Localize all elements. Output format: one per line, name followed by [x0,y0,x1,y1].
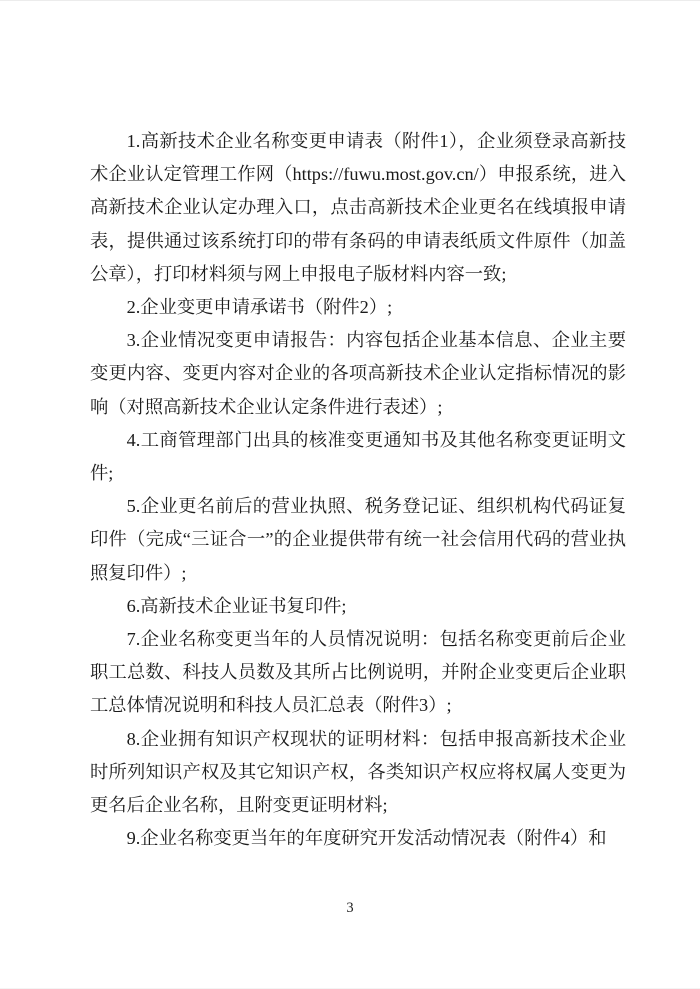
paragraph-2-commitment-letter: 2.企业变更申请承诺书（附件2）; [126,297,393,318]
paragraph-6-certificate-copy: 6.高新技术企业证书复印件; [126,595,347,616]
paragraph-8-ip-proof: 8.企业拥有知识产权现状的证明材料：包括申报高新技术企业时所列知识产权及其它知识产权，各类知识产权应将权属人变更为更名后企业名称，且附变更证明材料; [90,728,626,816]
paragraph-7-personnel-statement: 7.企业名称变更当年的人员情况说明：包括名称变更前后企业职工总数、科技人员数及其所占比例说明，并附企业变更后企业职工总体情况说明和科技人员汇总表（附件3）; [90,629,626,716]
paragraph-9-rd-activity-table: 9.企业名称变更当年的年度研究开发活动情况表（附件4）和 [126,828,607,849]
paragraph-3-change-report: 3.企业情况变更申请报告：内容包括企业基本信息、企业主要变更内容、变更内容对企业的各项高新技术企业认定指标情况的影响（对照高新技术企业认定条件进行表述）; [90,330,626,417]
page-footer [0,900,700,917]
paragraph-1-application-form: 1.高新技术企业名称变更申请表（附件1），企业须登录高新技术企业认定管理工作网（https://fuwu.most.gov.cn/）申报系统，进入高新技术企业认定办理入口，点击高新技术企业更名在线填报申请表，提供通过该系统打印的带有条码的申请表纸质文件原件（加盖公章），打印材料须与网上申报电子版材料内容一致; [90,131,626,284]
document-body [90,125,626,855]
paragraph-4-approval-notice: 4.工商管理部门出具的核准变更通知书及其他名称变更证明文件; [90,429,626,484]
page-number: 3 [346,900,354,916]
paragraph-5-licenses-copies: 5.企业更名前后的营业执照、税务登记证、组织机构代码证复印件（完成“三证合一”的企业提供带有统一社会信用代码的营业执照复印件）; [90,496,626,583]
